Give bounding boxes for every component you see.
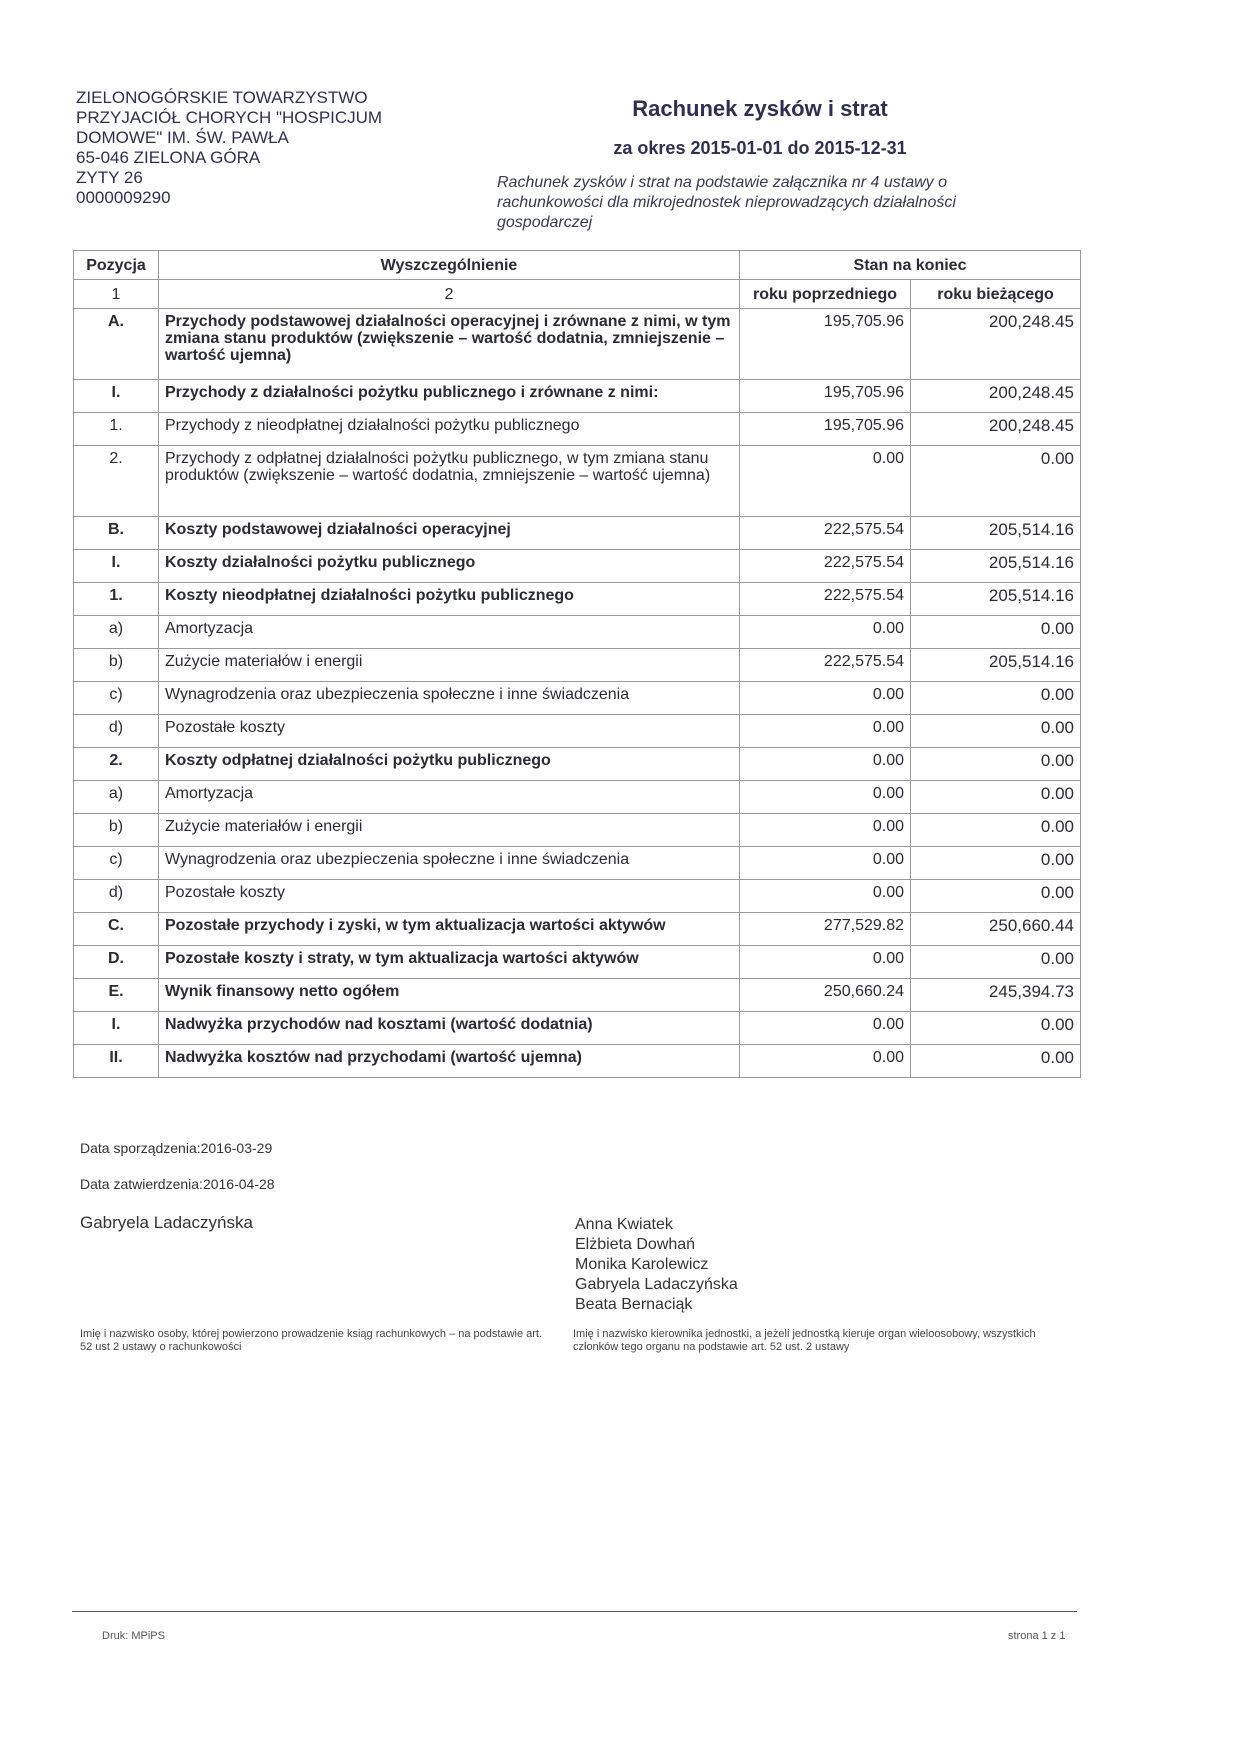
table-subheader-row xyxy=(74,280,1081,309)
row-prev-value: 195,705.96 xyxy=(740,309,911,380)
row-current-value: 200,248.45 xyxy=(911,309,1081,380)
table-row xyxy=(74,946,1081,979)
row-prev-value: 0.00 xyxy=(740,748,911,781)
row-position: I. xyxy=(74,380,159,413)
row-label: Koszty podstawowej działalności operacyjnej xyxy=(159,517,740,550)
row-current-value: 205,514.16 xyxy=(911,550,1081,583)
legal-basis: Rachunek zysków i strat na podstawie załącznika nr 4 ustawy o rachunkowości dla mikrojednostek nieprowadzących działalności gospodarczej xyxy=(497,174,956,231)
row-position: A. xyxy=(74,309,159,380)
row-label: Koszty działalności pożytku publicznego xyxy=(159,550,740,583)
footer-divider xyxy=(72,1611,1077,1612)
table-row xyxy=(74,413,1081,446)
table-row xyxy=(74,309,1081,380)
row-label: Koszty nieodpłatnej działalności pożytku publicznego xyxy=(159,583,740,616)
row-prev-value: 222,575.54 xyxy=(740,649,911,682)
row-prev-value: 195,705.96 xyxy=(740,413,911,446)
row-current-value: 205,514.16 xyxy=(911,583,1081,616)
document-title: Rachunek zysków i strat xyxy=(632,96,888,121)
header-stan-na-koniec: Stan na koniec xyxy=(740,251,1081,280)
row-prev-value: 222,575.54 xyxy=(740,550,911,583)
row-prev-value: 0.00 xyxy=(740,682,911,715)
row-current-value: 0.00 xyxy=(911,814,1081,847)
org-line: DOMOWE" IM. ŚW. PAWŁA xyxy=(76,128,289,147)
table-header-row xyxy=(74,251,1081,280)
row-prev-value: 0.00 xyxy=(740,1012,911,1045)
board-members xyxy=(575,1215,738,1315)
row-prev-value: 0.00 xyxy=(740,715,911,748)
row-position: D. xyxy=(74,946,159,979)
row-label: Pozostałe koszty xyxy=(159,715,740,748)
row-prev-value: 0.00 xyxy=(740,781,911,814)
table-row xyxy=(74,517,1081,550)
table-row xyxy=(74,1045,1081,1078)
approval-date: Data zatwierdzenia:2016-04-28 xyxy=(80,1176,275,1192)
row-prev-value: 0.00 xyxy=(740,880,911,913)
row-position: I. xyxy=(74,1012,159,1045)
row-prev-value: 0.00 xyxy=(740,1045,911,1078)
row-position: 2. xyxy=(74,748,159,781)
board-member: Anna Kwiatek xyxy=(575,1216,673,1233)
row-current-value: 200,248.45 xyxy=(911,380,1081,413)
board-member: Elżbieta Dowhań xyxy=(575,1236,696,1253)
row-label: Nadwyżka kosztów nad przychodami (wartość ujemna) xyxy=(159,1045,740,1078)
row-current-value: 0.00 xyxy=(911,781,1081,814)
row-position: a) xyxy=(74,616,159,649)
header-num-1: 1 xyxy=(74,280,159,309)
table-row xyxy=(74,446,1081,517)
table-row xyxy=(74,781,1081,814)
row-prev-value: 0.00 xyxy=(740,946,911,979)
row-prev-value: 277,529.82 xyxy=(740,913,911,946)
table-row xyxy=(74,380,1081,413)
row-current-value: 200,248.45 xyxy=(911,413,1081,446)
row-prev-value: 0.00 xyxy=(740,616,911,649)
row-position: a) xyxy=(74,781,159,814)
row-current-value: 0.00 xyxy=(911,715,1081,748)
row-label: Przychody podstawowej działalności operacyjnej i zrównane z nimi, w tym zmiana stanu produktów (zwiększenie – wartość dodatnia, zmniejszenie – wartość ujemna) xyxy=(159,309,740,380)
printed-by: Druk: MPiPS xyxy=(102,1630,165,1642)
preparation-date: Data sporządzenia:2016-03-29 xyxy=(80,1140,273,1156)
row-current-value: 0.00 xyxy=(911,748,1081,781)
row-prev-value: 250,660.24 xyxy=(740,979,911,1012)
row-prev-value: 222,575.54 xyxy=(740,517,911,550)
board-member: Gabryela Ladaczyńska xyxy=(575,1276,738,1293)
table-row xyxy=(74,979,1081,1012)
header-num-2: 2 xyxy=(159,280,740,309)
row-current-value: 0.00 xyxy=(911,446,1081,517)
header-pozycja: Pozycja xyxy=(74,251,159,280)
row-prev-value: 222,575.54 xyxy=(740,583,911,616)
row-position: b) xyxy=(74,814,159,847)
table-row xyxy=(74,880,1081,913)
row-prev-value: 195,705.96 xyxy=(740,380,911,413)
table-row xyxy=(74,913,1081,946)
row-position: I. xyxy=(74,550,159,583)
header-current-year: roku bieżącego xyxy=(911,280,1081,309)
row-current-value: 0.00 xyxy=(911,946,1081,979)
row-position: 1. xyxy=(74,413,159,446)
row-current-value: 0.00 xyxy=(911,847,1081,880)
accountant-name: Gabryela Ladaczyńska xyxy=(80,1213,253,1232)
row-label: Amortyzacja xyxy=(159,781,740,814)
reporting-period: za okres 2015-01-01 do 2015-12-31 xyxy=(613,138,907,158)
page-number: strona 1 z 1 xyxy=(1008,1630,1066,1642)
table-row xyxy=(74,583,1081,616)
row-position: c) xyxy=(74,847,159,880)
row-position: E. xyxy=(74,979,159,1012)
board-note: Imię i nazwisko kierownika jednostki, a jeżeli jednostką kieruje organ wieloosobowy, wszystkich członków tego organu na podstawie art. 52 ust. 2 ustawy xyxy=(573,1328,1036,1353)
organization-address xyxy=(76,88,382,208)
table-row xyxy=(74,649,1081,682)
row-label: Pozostałe koszty i straty, w tym aktualizacja wartości aktywów xyxy=(159,946,740,979)
row-label: Wynagrodzenia oraz ubezpieczenia społeczne i inne świadczenia xyxy=(159,682,740,715)
row-label: Amortyzacja xyxy=(159,616,740,649)
row-position: 2. xyxy=(74,446,159,517)
org-line: 65-046 ZIELONA GÓRA xyxy=(76,148,261,167)
row-current-value: 205,514.16 xyxy=(911,649,1081,682)
row-position: B. xyxy=(74,517,159,550)
table-row xyxy=(74,814,1081,847)
table-row xyxy=(74,1012,1081,1045)
row-position: b) xyxy=(74,649,159,682)
row-current-value: 0.00 xyxy=(911,682,1081,715)
org-line: ZYTY 26 xyxy=(76,168,143,187)
header-wyszczegolnienie: Wyszczególnienie xyxy=(159,251,740,280)
row-current-value: 0.00 xyxy=(911,1045,1081,1078)
row-current-value: 245,394.73 xyxy=(911,979,1081,1012)
row-position: d) xyxy=(74,880,159,913)
row-current-value: 0.00 xyxy=(911,880,1081,913)
row-label: Wynagrodzenia oraz ubezpieczenia społeczne i inne świadczenia xyxy=(159,847,740,880)
row-position: II. xyxy=(74,1045,159,1078)
income-statement-table xyxy=(73,250,1081,1078)
row-current-value: 0.00 xyxy=(911,616,1081,649)
row-position: 1. xyxy=(74,583,159,616)
table-row xyxy=(74,748,1081,781)
row-label: Koszty odpłatnej działalności pożytku publicznego xyxy=(159,748,740,781)
row-label: Przychody z działalności pożytku publicznego i zrównane z nimi: xyxy=(159,380,740,413)
row-label: Przychody z nieodpłatnej działalności pożytku publicznego xyxy=(159,413,740,446)
row-label: Wynik finansowy netto ogółem xyxy=(159,979,740,1012)
row-prev-value: 0.00 xyxy=(740,814,911,847)
org-line: 0000009290 xyxy=(76,188,171,207)
row-position: c) xyxy=(74,682,159,715)
row-current-value: 205,514.16 xyxy=(911,517,1081,550)
row-current-value: 250,660.44 xyxy=(911,913,1081,946)
row-prev-value: 0.00 xyxy=(740,446,911,517)
row-position: d) xyxy=(74,715,159,748)
row-label: Przychody z odpłatnej działalności pożytku publicznego, w tym zmiana stanu produktów (zwiększenie – wartość dodatnia, zmniejszenie – wartość ujemna) xyxy=(159,446,740,517)
table-row xyxy=(74,616,1081,649)
table-row xyxy=(74,715,1081,748)
board-member: Monika Karolewicz xyxy=(575,1256,709,1273)
row-label: Pozostałe przychody i zyski, w tym aktualizacja wartości aktywów xyxy=(159,913,740,946)
org-line: ZIELONOGÓRSKIE TOWARZYSTWO xyxy=(76,88,368,107)
row-prev-value: 0.00 xyxy=(740,847,911,880)
row-position: C. xyxy=(74,913,159,946)
table-row xyxy=(74,550,1081,583)
table-row xyxy=(74,682,1081,715)
row-label: Nadwyżka przychodów nad kosztami (wartość dodatnia) xyxy=(159,1012,740,1045)
header-prev-year: roku poprzedniego xyxy=(740,280,911,309)
board-member: Beata Bernaciąk xyxy=(575,1296,693,1313)
table-row xyxy=(74,847,1081,880)
row-label: Zużycie materiałów i energii xyxy=(159,814,740,847)
org-line: PRZYJACIÓŁ CHORYCH "HOSPICJUM xyxy=(76,108,383,127)
row-label: Zużycie materiałów i energii xyxy=(159,649,740,682)
row-label: Pozostałe koszty xyxy=(159,880,740,913)
accountant-note: Imię i nazwisko osoby, której powierzono prowadzenie ksiąg rachunkowych – na podstawie art. 52 ust 2 ustawy o rachunkowości xyxy=(80,1328,543,1353)
row-current-value: 0.00 xyxy=(911,1012,1081,1045)
